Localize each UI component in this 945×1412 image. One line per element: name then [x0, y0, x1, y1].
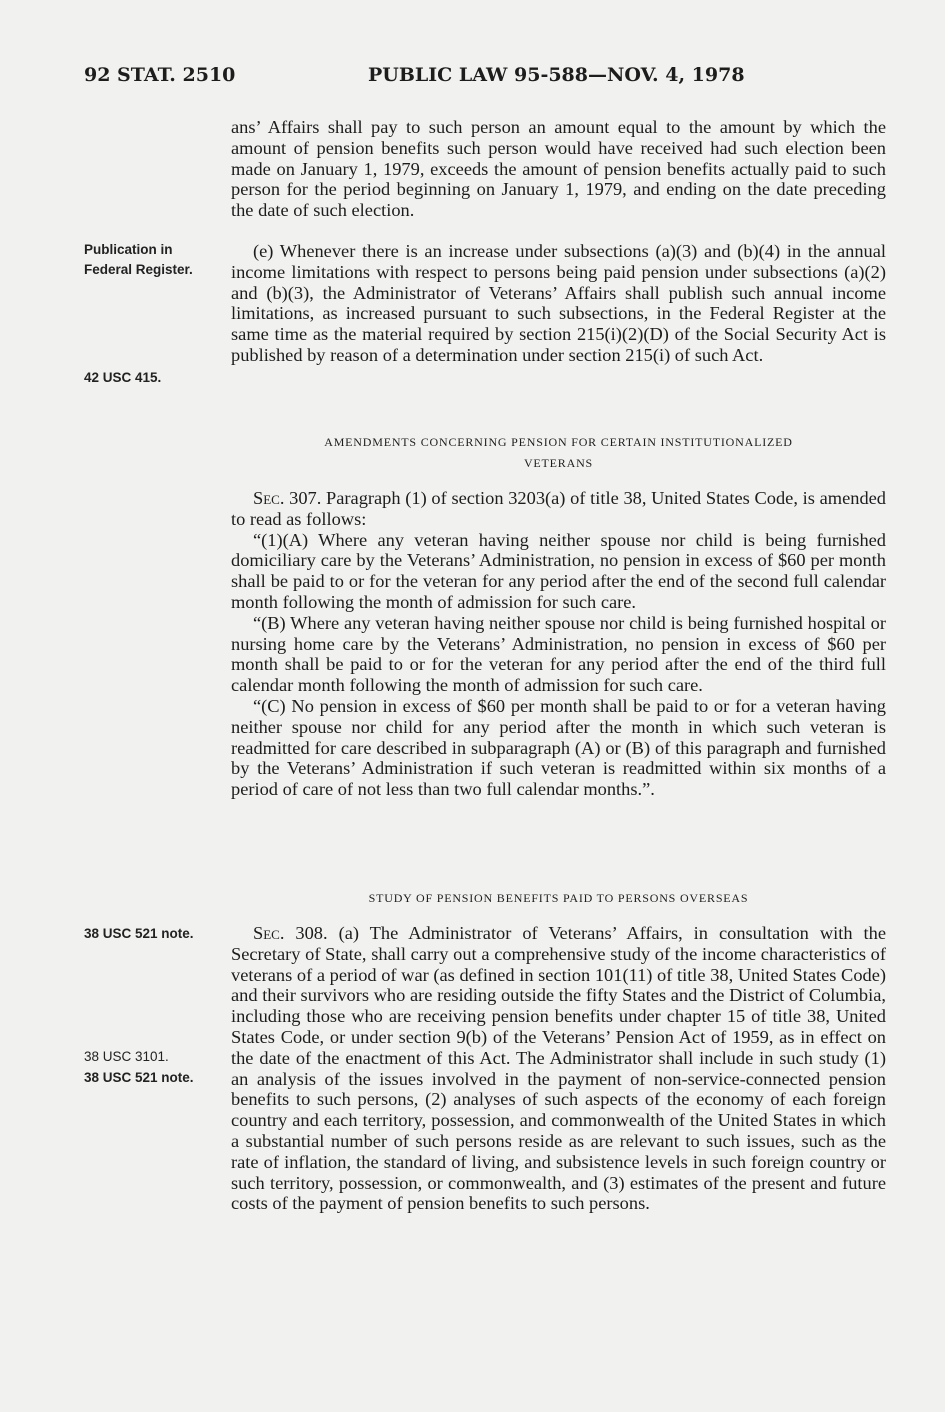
- section-308: Sec. 308. (a) The Administrator of Veterans’ Affairs, in consultation with the Secretary of State, shall carry out a comprehensive study of the income characteristics of veterans of a period of war (as defined in section 101(11) of title 38, United States Code) and their survivors who are residing outside the fifty States and the District of Columbia, including those who are receiving pension benefits under chapter 15 of title 38, United States Code, or under section 9(b) of the Veterans’ Pension Act of 1959, as in effect on the date of the enactment of this Act. The Administrator shall include in such study (1) an analysis of the issues involved in the payment of non-service-connected pension benefits to such persons, (2) analyses of such aspects of the economy of each foreign country and each territory, possession, and commonwealth of the United States in which a substantial number of such persons reside as are relevant to such issues, such as the rate of inflation, the standard of living, and subsistence levels in such foreign country or such territory, possession, or commonwealth, and (3) estimates of the present and future costs of the payment of pension benefits to such persons.: [231, 923, 886, 1214]
- public-law-title: PUBLIC LAW 95-588—NOV. 4, 1978: [368, 64, 745, 86]
- margin-note-38usc521-a: 38 USC 521 note.: [84, 926, 194, 941]
- section-label: Sec.: [253, 923, 285, 943]
- margin-note-line: Federal Register.: [84, 262, 193, 277]
- margin-note-38usc521-b: 38 USC 521 note.: [84, 1070, 194, 1085]
- margin-note-42usc415: 42 USC 415.: [84, 370, 162, 385]
- section-heading-institutionalized-veterans: AMENDMENTS CONCERNING PENSION FOR CERTAIN INSTITUTIONALIZED VETERANS: [324, 435, 793, 470]
- page-header: [84, 64, 884, 94]
- paragraph-1A: “(1)(A) Where any veteran having neither spouse nor child is being furnished domiciliary care by the Veterans’ Administration, no pension in excess of $60 per month shall be paid to or for the veteran for any period after the end of the second full calendar month following the month of admission for such care.: [231, 529, 886, 612]
- section-heading-study-overseas: STUDY OF PENSION BENEFITS PAID TO PERSONS OVERSEAS: [368, 891, 749, 905]
- subsection-e: (e) Whenever there is an increase under subsections (a)(3) and (b)(4) in the annual income limitations with respect to persons being paid pension under subsections (a)(2) and (b)(3), the Administrator of Veterans’ Affairs shall publish such annual income limitations, as increased pursuant to such subsections, in the Federal Register at the same time as the material required by section 215(i)(2)(D) of the Social Security Act is published by reason of a determination under section 215(i) of such Act.: [231, 241, 886, 365]
- margin-note-38usc3101: 38 USC 3101.: [84, 1049, 169, 1064]
- section-307: Sec. 307. Paragraph (1) of section 3203(a) of title 38, United States Code, is amended to read as follows: “(1)(A) Where any veteran having neither spouse nor child is being furnished domiciliary care by the Veterans’ Administration, no pension in excess of $60 per month shall be paid to or for the veteran for any period after the end of the second full calendar month following the month of admission for such care. “(B) Where any veteran having neither spouse nor child is being furnished hospital or nursing home care by the Veterans’ Administration, no pension in excess of $60 per month shall be paid to or for the veteran for any period after the end of the third full calendar month following the month of admission for such care. “(C) No pension in excess of $60 per month shall be paid to or for a veteran having neither spouse nor child for any period after the month in which such veteran is readmitted for care described in subparagraph (A) or (B) of this paragraph and furnished by the Veterans’ Administration if such veteran is readmitted within six months of a period of care of not less than two full calendar months.”.: [231, 488, 886, 800]
- margin-note-publication: [84, 240, 224, 280]
- continuation-paragraph: ans’ Affairs shall pay to such person an amount equal to the amount by which the amount of pension benefits such person would have received had such election been made on January 1, 1979, exceeds the amount of pension benefits actually paid to such person for the period beginning on January 1, 1979, and ending on the date preceding the date of such election.: [231, 117, 886, 221]
- statute-page-number: 92 STAT. 2510: [84, 64, 236, 86]
- margin-note-line: Publication in: [84, 242, 173, 257]
- paragraph-B: “(B) Where any veteran having neither spouse nor child is being furnished hospital or nursing home care by the Veterans’ Administration, no pension in excess of $60 per month shall be paid to or for the veteran for any period after the end of the third full calendar month following the month of admission for such care.: [231, 612, 886, 696]
- paragraph-C: “(C) No pension in excess of $60 per month shall be paid to or for a veteran having neither spouse nor child for any period after the month in which such veteran is readmitted for care described in subparagraph (A) or (B) of this paragraph and furnished by the Veterans’ Administration if such veteran is readmitted within six months of a period of care of not less than two full calendar months.”.: [231, 695, 886, 800]
- section-label: Sec.: [253, 488, 285, 508]
